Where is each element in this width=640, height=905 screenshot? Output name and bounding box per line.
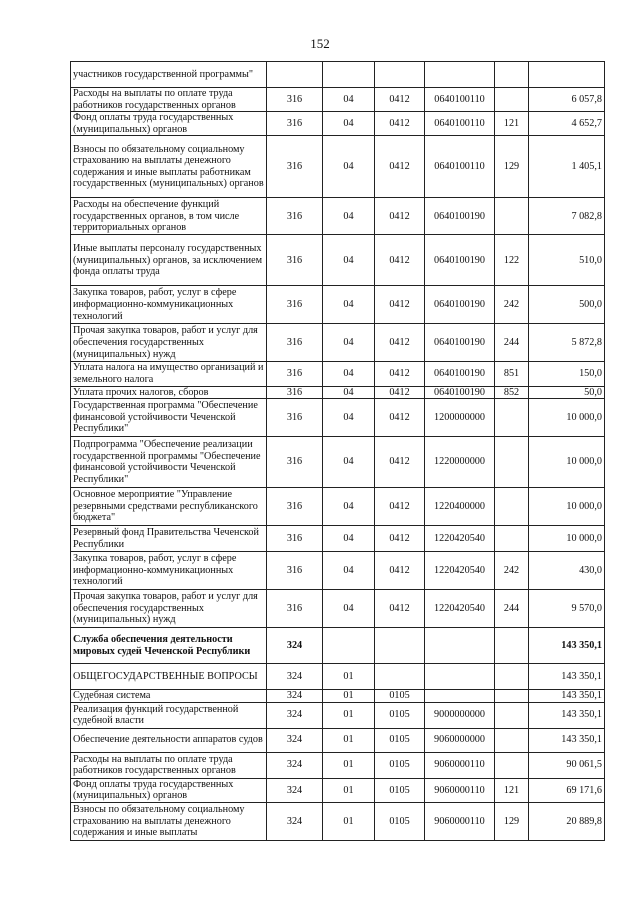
row-pr: 0412: [375, 552, 425, 590]
row-ved: 316: [267, 136, 323, 198]
row-name: Государственная программа "Обеспечение финансовой устойчивости Чеченской Республики": [71, 399, 267, 437]
row-sum: 500,0: [529, 286, 605, 324]
row-name: участников государственной программы": [71, 62, 267, 88]
row-vr: [495, 664, 529, 690]
row-ved: 324: [267, 752, 323, 778]
row-sum: 150,0: [529, 362, 605, 386]
row-pr: 0105: [375, 728, 425, 752]
row-name: Основное мероприятие "Управление резервными средствами республиканского бюджета": [71, 488, 267, 526]
row-csr: 1200000000: [425, 399, 495, 437]
row-vr: [495, 526, 529, 552]
row-rz: 01: [323, 702, 375, 728]
row-rz: 04: [323, 112, 375, 136]
row-sum: 10 000,0: [529, 488, 605, 526]
row-ved: 324: [267, 802, 323, 840]
row-csr: 0640100110: [425, 112, 495, 136]
row-ved: 316: [267, 88, 323, 112]
table-row: [71, 778, 605, 802]
row-name: Прочая закупка товаров, работ и услуг для обеспечения государственных (муниципальных) нужд: [71, 324, 267, 362]
row-sum: [529, 62, 605, 88]
table-row: [71, 399, 605, 437]
row-pr: 0412: [375, 386, 425, 399]
row-pr: 0105: [375, 690, 425, 703]
row-csr: 9000000000: [425, 702, 495, 728]
row-vr: [495, 437, 529, 488]
row-ved: 316: [267, 552, 323, 590]
row-pr: 0412: [375, 235, 425, 286]
row-pr: 0105: [375, 702, 425, 728]
row-pr: 0412: [375, 136, 425, 198]
table-row: [71, 62, 605, 88]
row-name: Иные выплаты персоналу государственных (муниципальных) органов, за исключением фонда оплаты труда: [71, 235, 267, 286]
table-row: [71, 112, 605, 136]
row-pr: 0412: [375, 88, 425, 112]
row-sum: 50,0: [529, 386, 605, 399]
row-sum: 430,0: [529, 552, 605, 590]
row-rz: 04: [323, 488, 375, 526]
row-name: Расходы на выплаты по оплате труда работников государственных органов: [71, 88, 267, 112]
row-vr: [495, 752, 529, 778]
row-sum: 10 000,0: [529, 526, 605, 552]
row-sum: 1 405,1: [529, 136, 605, 198]
table-row: [71, 690, 605, 703]
table-row: [71, 198, 605, 235]
row-sum: 69 171,6: [529, 778, 605, 802]
row-csr: [425, 690, 495, 703]
row-ved: 316: [267, 437, 323, 488]
row-csr: 1220000000: [425, 437, 495, 488]
row-vr: 852: [495, 386, 529, 399]
row-name: Служба обеспечения деятельности мировых судей Чеченской Республики: [71, 628, 267, 664]
row-name: Закупка товаров, работ, услуг в сфере информационно-коммуникационных технологий: [71, 286, 267, 324]
row-csr: 0640100190: [425, 286, 495, 324]
table-row: [71, 702, 605, 728]
row-vr: 122: [495, 235, 529, 286]
row-vr: 244: [495, 324, 529, 362]
row-ved: [267, 62, 323, 88]
row-sum: 510,0: [529, 235, 605, 286]
row-csr: 1220420540: [425, 590, 495, 628]
row-csr: 1220420540: [425, 526, 495, 552]
row-name: Фонд оплаты труда государственных (муниципальных) органов: [71, 778, 267, 802]
row-sum: 10 000,0: [529, 399, 605, 437]
row-pr: 0412: [375, 488, 425, 526]
row-ved: 324: [267, 778, 323, 802]
row-vr: 121: [495, 778, 529, 802]
row-ved: 324: [267, 702, 323, 728]
table-row: [71, 437, 605, 488]
table-row: [71, 235, 605, 286]
row-csr: [425, 664, 495, 690]
row-rz: 04: [323, 526, 375, 552]
row-ved: 316: [267, 590, 323, 628]
table-row: [71, 752, 605, 778]
row-pr: 0412: [375, 112, 425, 136]
row-name: Закупка товаров, работ, услуг в сфере информационно-коммуникационных технологий: [71, 552, 267, 590]
row-ved: 324: [267, 728, 323, 752]
row-sum: 143 350,1: [529, 728, 605, 752]
row-ved: 324: [267, 628, 323, 664]
row-csr: 0640100110: [425, 88, 495, 112]
row-ved: 316: [267, 399, 323, 437]
row-pr: 0105: [375, 778, 425, 802]
table-row: [71, 628, 605, 664]
row-rz: 04: [323, 386, 375, 399]
budget-table: [70, 61, 605, 841]
row-rz: 01: [323, 690, 375, 703]
table-row: [71, 552, 605, 590]
table-row: [71, 362, 605, 386]
table-row: [71, 488, 605, 526]
row-sum: 7 082,8: [529, 198, 605, 235]
row-pr: 0412: [375, 362, 425, 386]
row-name: ОБЩЕГОСУДАРСТВЕННЫЕ ВОПРОСЫ: [71, 664, 267, 690]
row-rz: 01: [323, 664, 375, 690]
table-row: [71, 728, 605, 752]
row-sum: 90 061,5: [529, 752, 605, 778]
row-sum: 6 057,8: [529, 88, 605, 112]
row-pr: [375, 628, 425, 664]
row-name: Расходы на выплаты по оплате труда работников государственных органов: [71, 752, 267, 778]
row-ved: 316: [267, 526, 323, 552]
row-vr: [495, 690, 529, 703]
row-pr: 0412: [375, 198, 425, 235]
row-ved: 316: [267, 198, 323, 235]
row-name: Взносы по обязательному социальному страхованию на выплаты денежного содержания и иные выплаты: [71, 802, 267, 840]
row-vr: [495, 198, 529, 235]
row-ved: 316: [267, 235, 323, 286]
row-name: Взносы по обязательному социальному страхованию на выплаты денежного содержания и иные выплаты работникам государственных (муниципальных) органов: [71, 136, 267, 198]
row-ved: 316: [267, 112, 323, 136]
row-vr: 129: [495, 802, 529, 840]
row-sum: 143 350,1: [529, 664, 605, 690]
row-rz: 01: [323, 752, 375, 778]
row-rz: 04: [323, 286, 375, 324]
row-rz: [323, 628, 375, 664]
row-sum: 5 872,8: [529, 324, 605, 362]
table-row: [71, 590, 605, 628]
row-vr: [495, 62, 529, 88]
row-name: Резервный фонд Правительства Чеченской Республики: [71, 526, 267, 552]
row-rz: [323, 62, 375, 88]
row-vr: [495, 399, 529, 437]
row-csr: 1220420540: [425, 552, 495, 590]
row-vr: 244: [495, 590, 529, 628]
row-name: Реализация функций государственной судебной власти: [71, 702, 267, 728]
row-pr: 0105: [375, 802, 425, 840]
row-pr: 0412: [375, 526, 425, 552]
row-ved: 316: [267, 324, 323, 362]
row-vr: [495, 728, 529, 752]
row-name: Судебная система: [71, 690, 267, 703]
row-rz: 01: [323, 728, 375, 752]
row-csr: 0640100190: [425, 386, 495, 399]
row-sum: 10 000,0: [529, 437, 605, 488]
table-row: [71, 386, 605, 399]
row-csr: [425, 628, 495, 664]
row-rz: 04: [323, 136, 375, 198]
row-csr: 0640100190: [425, 235, 495, 286]
row-vr: [495, 702, 529, 728]
row-ved: 316: [267, 362, 323, 386]
row-ved: 324: [267, 690, 323, 703]
row-vr: 121: [495, 112, 529, 136]
row-ved: 324: [267, 664, 323, 690]
table-row: [71, 802, 605, 840]
row-rz: 04: [323, 362, 375, 386]
row-pr: 0412: [375, 324, 425, 362]
row-pr: 0412: [375, 286, 425, 324]
row-pr: 0412: [375, 590, 425, 628]
row-csr: 9060000000: [425, 728, 495, 752]
table-row: [71, 526, 605, 552]
table-row: [71, 286, 605, 324]
row-pr: 0412: [375, 437, 425, 488]
row-csr: 9060000110: [425, 752, 495, 778]
row-name: Расходы на обеспечение функций государственных органов, в том числе территориальных органов: [71, 198, 267, 235]
row-name: Фонд оплаты труда государственных (муниципальных) органов: [71, 112, 267, 136]
table-row: [71, 324, 605, 362]
row-rz: 04: [323, 235, 375, 286]
row-pr: [375, 62, 425, 88]
row-rz: 04: [323, 437, 375, 488]
page-number: 152: [310, 36, 330, 51]
table-row: [71, 136, 605, 198]
row-sum: 143 350,1: [529, 690, 605, 703]
row-csr: 1220400000: [425, 488, 495, 526]
row-rz: 04: [323, 399, 375, 437]
row-sum: 20 889,8: [529, 802, 605, 840]
row-rz: 04: [323, 590, 375, 628]
row-name: Прочая закупка товаров, работ и услуг для обеспечения государственных (муниципальных) нужд: [71, 590, 267, 628]
row-csr: 0640100190: [425, 324, 495, 362]
row-csr: 9060000110: [425, 802, 495, 840]
row-vr: [495, 488, 529, 526]
row-rz: 04: [323, 324, 375, 362]
row-name: Обеспечение деятельности аппаратов судов: [71, 728, 267, 752]
row-pr: [375, 664, 425, 690]
row-rz: 04: [323, 88, 375, 112]
row-name: Уплата прочих налогов, сборов: [71, 386, 267, 399]
row-sum: 143 350,1: [529, 628, 605, 664]
row-vr: 851: [495, 362, 529, 386]
row-csr: 0640100190: [425, 362, 495, 386]
row-sum: 4 652,7: [529, 112, 605, 136]
row-vr: 129: [495, 136, 529, 198]
row-vr: [495, 88, 529, 112]
row-vr: 242: [495, 552, 529, 590]
table-row: [71, 664, 605, 690]
row-csr: 0640100190: [425, 198, 495, 235]
row-sum: 143 350,1: [529, 702, 605, 728]
row-sum: 9 570,0: [529, 590, 605, 628]
row-csr: [425, 62, 495, 88]
row-ved: 316: [267, 286, 323, 324]
row-ved: 316: [267, 488, 323, 526]
row-rz: 01: [323, 802, 375, 840]
row-ved: 316: [267, 386, 323, 399]
row-csr: 0640100110: [425, 136, 495, 198]
row-name: Подпрограмма "Обеспечение реализации государственной программы "Обеспечение финансовой устойчивости Чеченской Республики": [71, 437, 267, 488]
row-csr: 9060000110: [425, 778, 495, 802]
row-rz: 04: [323, 552, 375, 590]
table-row: [71, 88, 605, 112]
row-vr: 242: [495, 286, 529, 324]
row-vr: [495, 628, 529, 664]
row-pr: 0412: [375, 399, 425, 437]
row-pr: 0105: [375, 752, 425, 778]
row-rz: 01: [323, 778, 375, 802]
row-rz: 04: [323, 198, 375, 235]
row-name: Уплата налога на имущество организаций и земельного налога: [71, 362, 267, 386]
